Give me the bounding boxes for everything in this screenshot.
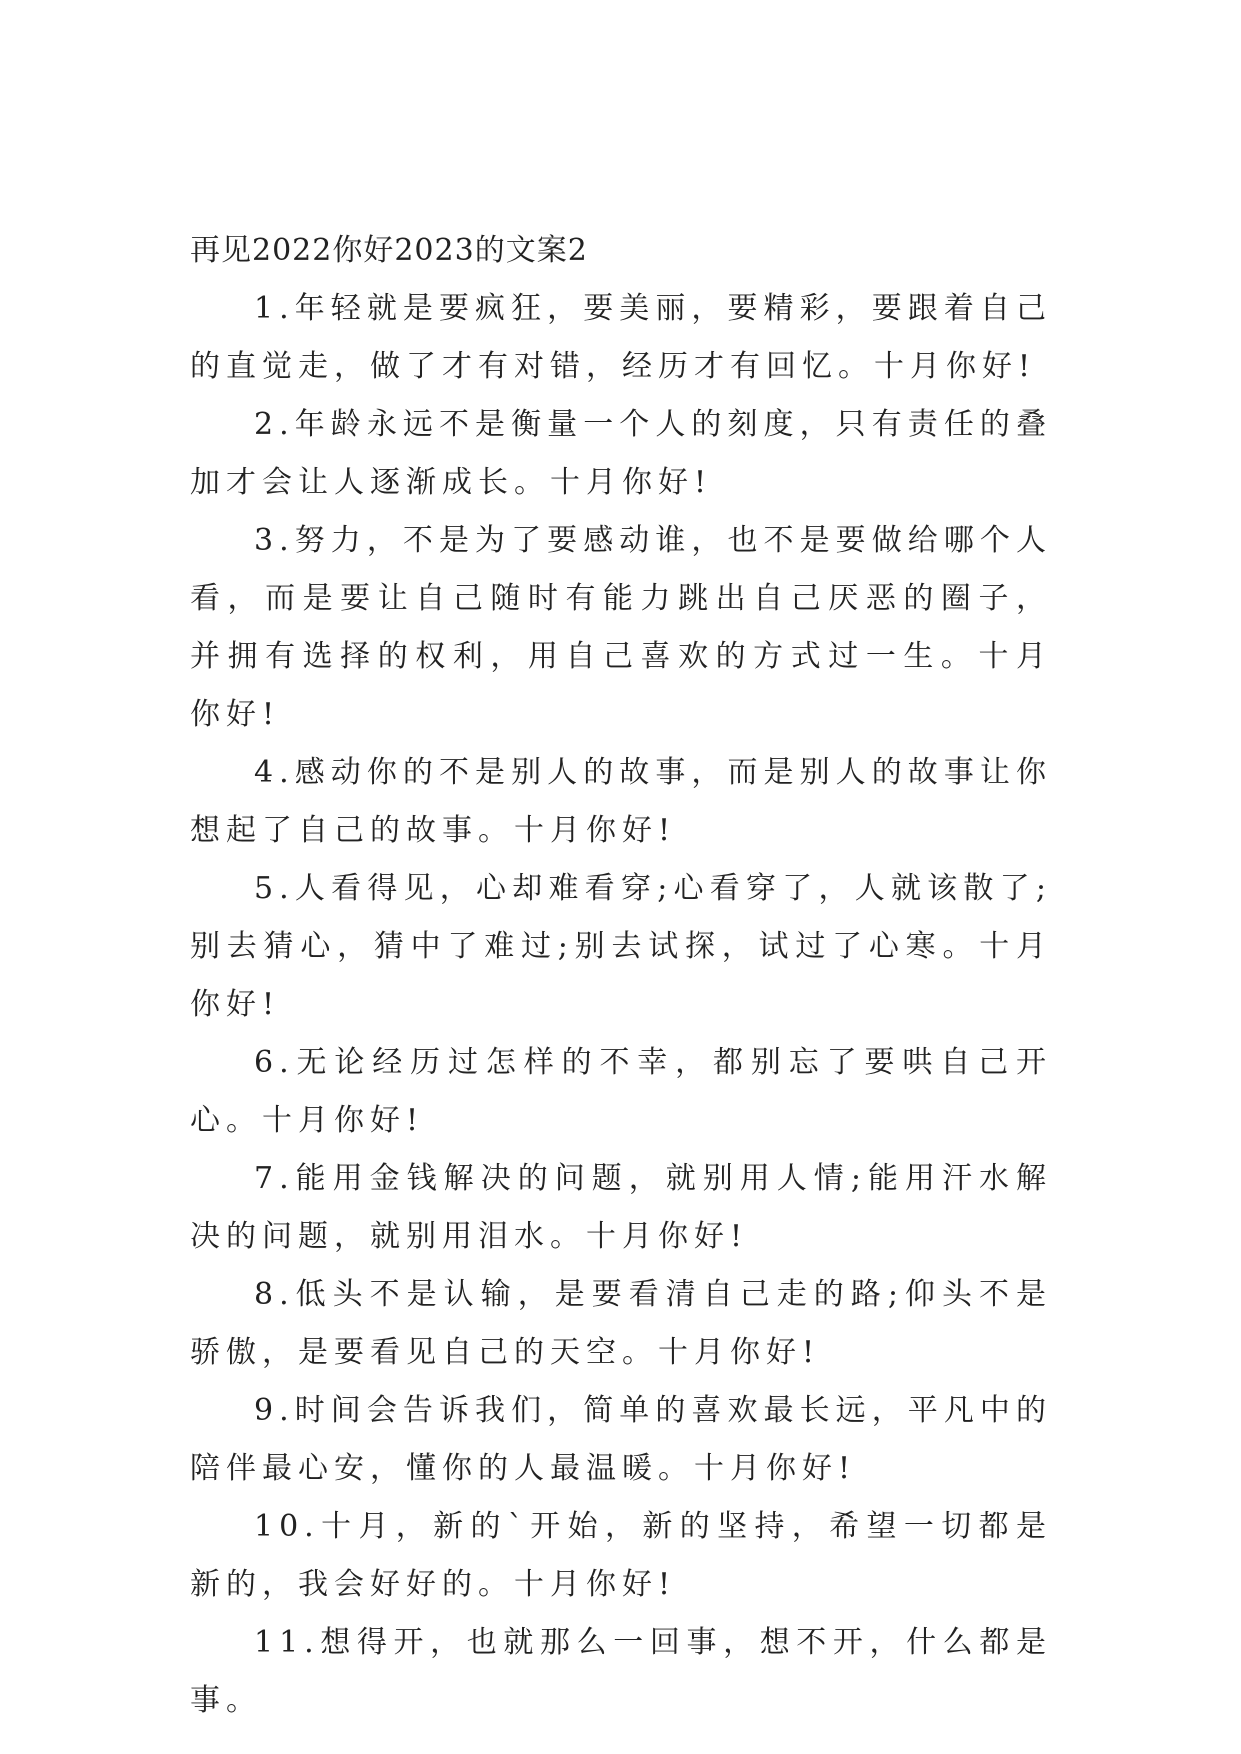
paragraph-5: 5.人看得见，心却难看穿;心看穿了，人就该散了;别去猜心，猜中了难过;别去试探，试过了心寒。十月你好! bbox=[190, 871, 1052, 1022]
paragraph-3: 3.努力，不是为了要感动谁，也不是要做给哪个人看，而是要让自己随时有能力跳出自己厌恶的圈子，并拥有选择的权利，用自己喜欢的方式过一生。十月你好! bbox=[190, 523, 1052, 732]
paragraph-10: 10.十月，新的`开始，新的坚持，希望一切都是新的，我会好好的。十月你好! bbox=[190, 1509, 1052, 1602]
document-body bbox=[190, 222, 1052, 1730]
paragraph-2: 2.年龄永远不是衡量一个人的刻度，只有责任的叠加才会让人逐渐成长。十月你好! bbox=[190, 407, 1052, 500]
paragraph-11: 11.想得开，也就那么一回事，想不开，什么都是事。 bbox=[190, 1625, 1052, 1718]
document-title: 再见2022你好2023的文案2 bbox=[190, 233, 588, 268]
paragraph-8: 8.低头不是认输，是要看清自己走的路;仰头不是骄傲，是要看见自己的天空。十月你好! bbox=[190, 1277, 1052, 1370]
paragraph-9: 9.时间会告诉我们，简单的喜欢最长远，平凡中的陪伴最心安，懂你的人最温暖。十月你好! bbox=[190, 1393, 1052, 1486]
paragraph-7: 7.能用金钱解决的问题，就别用人情;能用汗水解决的问题，就别用泪水。十月你好! bbox=[190, 1161, 1052, 1254]
paragraph-6: 6.无论经历过怎样的不幸，都别忘了要哄自己开心。十月你好! bbox=[190, 1045, 1052, 1138]
paragraph-4: 4.感动你的不是别人的故事，而是别人的故事让你想起了自己的故事。十月你好! bbox=[190, 755, 1052, 848]
paragraph-1: 1.年轻就是要疯狂，要美丽，要精彩，要跟着自己的直觉走，做了才有对错，经历才有回忆。十月你好! bbox=[190, 291, 1052, 384]
